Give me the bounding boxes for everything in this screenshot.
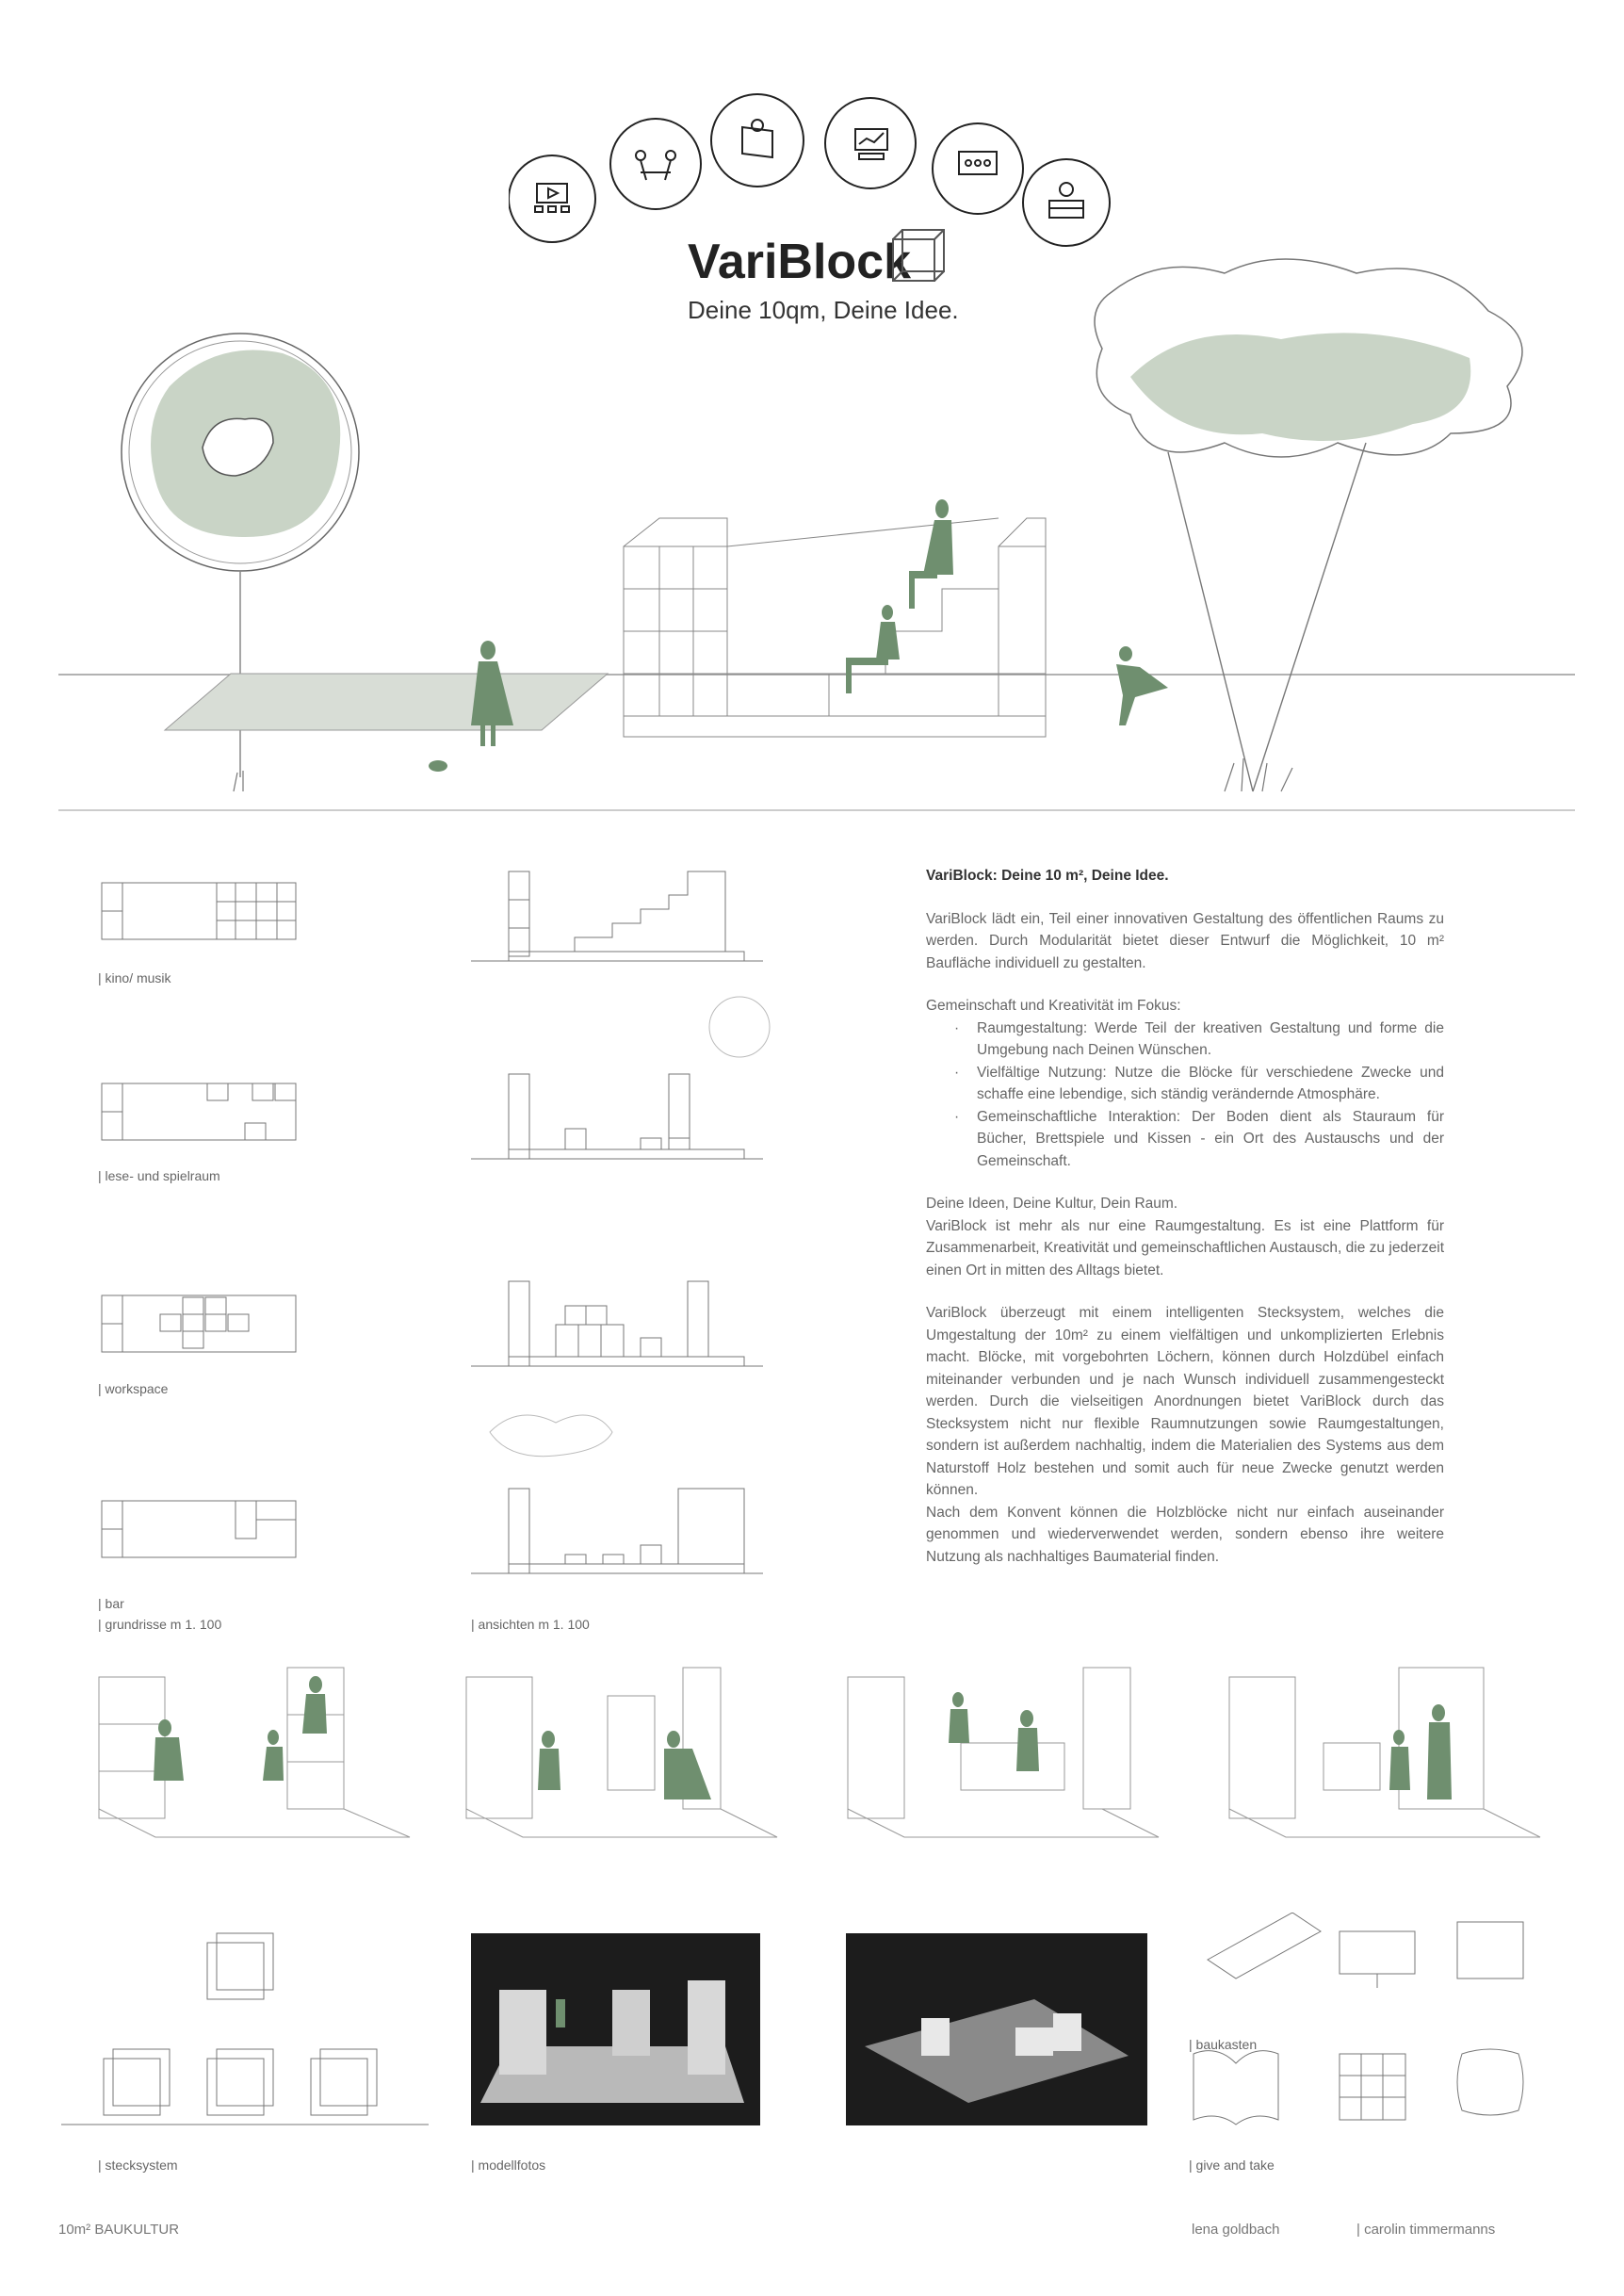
description-p5: Nach dem Konvent können die Holzblöcke nicht nur einfach auseinander genommen und wiederverwendet werden, sondern ebenso ihre weitere Nutzung als nachhaltiges Baumaterial finden.: [926, 1504, 1444, 1565]
bullet-item: · Gemeinschaftliche Interaktion: Der Boden dient als Stauraum für Bücher, Brettspiele und Kissen - ein Ort des Austauschs und der Gemeinschaft.: [977, 1106, 1444, 1173]
plan-label-kino: | kino/ musik: [98, 970, 171, 985]
footer-left: 10m² BAUKULTUR: [58, 2222, 180, 2238]
description-heading: VariBlock: Deine 10 m², Deine Idee.: [926, 868, 1169, 884]
description-p3: VariBlock ist mehr als nur eine Raumgestaltung. Es ist eine Plattform für Zusammenarbeit, Kreativität und gemeinschaftlichen Austausch, die zu jederzeit einen Ort in mitten des Alltags bietet.: [926, 1217, 1444, 1278]
model-photo-2: [846, 1933, 1147, 2125]
baukasten-items: [1189, 1913, 1556, 2148]
description-p3-title: Deine Ideen, Deine Kultur, Dein Raum.: [926, 1196, 1178, 1212]
model-photo-1: [471, 1933, 760, 2125]
description: [926, 865, 1444, 1568]
label-stecksystem: | stecksystem: [98, 2158, 178, 2173]
page-subtitle: Deine 10qm, Deine Idee.: [688, 296, 959, 324]
description-p1: VariBlock lädt ein, Teil einer innovativen Gestaltung des öffentlichen Raums zu werden. Durch Modularität bietet dieser Entwurf die Möglichkeit, 10 m² Baufläche individuell zu gestalten.: [926, 910, 1444, 971]
icon-row: [509, 90, 1130, 250]
cinema-icon: [509, 155, 595, 242]
elevations: [471, 867, 782, 1602]
stecksystem-diagram: [61, 1922, 447, 2139]
hero-illustration: [0, 236, 1624, 820]
reading-icon: [711, 94, 804, 187]
label-modellfotos: | modellfotos: [471, 2158, 546, 2173]
bar-icon: [1023, 159, 1110, 246]
label-give-and-take: | give and take: [1189, 2158, 1275, 2173]
description-bullets: [926, 1018, 1444, 1173]
axonometric-views: [89, 1658, 1559, 1875]
page-title: VariBlock: [688, 235, 912, 289]
plan-label-ansichten: | ansichten m 1. 100: [471, 1617, 590, 1632]
bullet-item: · Vielfältige Nutzung: Nutze die Blöcke für verschiedene Zwecke und schaffe eine lebendige, sich ständig verändernde Atmosphäre.: [977, 1062, 1444, 1106]
footer-author-2: | carolin timmermanns: [1356, 2222, 1496, 2238]
plan-label-lese: | lese- und spielraum: [98, 1168, 220, 1183]
stage-icon: [933, 123, 1023, 214]
description-p4: VariBlock überzeugt mit einem intelligenten Stecksystem, welches die Umgestaltung der 10m² zu einem vielfältigen und unkomplizierten Erlebnis macht. Blöcke, mit vorgebohrten Löchern, können durch Holzdübel einfach miteinander verbunden und je nach Wunsch individuell zusammengesteckt werden. Durch die vielseitigen Anordnungen bietet VariBlock durch das Stecksystem nicht nur flexible Raumnutzungen sowie Raumgestaltungen, sondern ist außerdem nachhaltig, indem die Materialien des Systems aus dem Naturstoff Holz bestehen und somit auch für neue Zwecke genutzt werden können.: [926, 1305, 1444, 1498]
description-p2-intro: Gemeinschaft und Kreativität im Fokus:: [926, 998, 1181, 1014]
bullet-item: · Raumgestaltung: Werde Teil der kreativen Gestaltung und forme die Umgebung nach Deinen Wünschen.: [977, 1018, 1444, 1062]
plan-label-bar: | bar: [98, 1596, 124, 1611]
people-table-icon: [610, 119, 701, 209]
label-baukasten: | baukasten: [1189, 2037, 1258, 2052]
plan-label-grundrisse: | grundrisse m 1. 100: [98, 1617, 222, 1632]
footer-author-1: lena goldbach: [1192, 2222, 1280, 2238]
computer-icon: [825, 98, 916, 188]
plan-label-work: | workspace: [98, 1381, 169, 1396]
